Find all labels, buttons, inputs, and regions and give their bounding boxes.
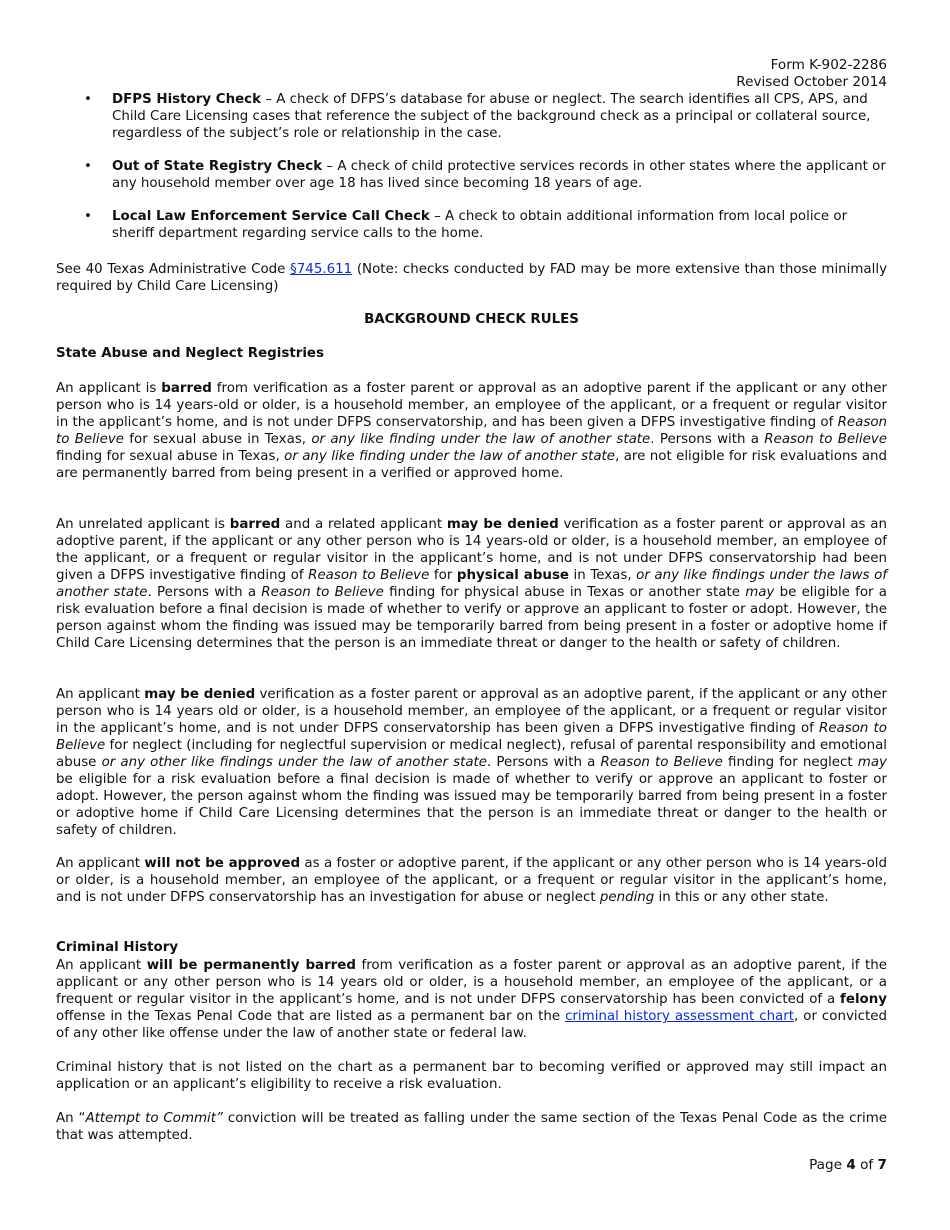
check-item-out-of-state (56, 158, 887, 192)
tac-link[interactable]: §745.611 (290, 262, 353, 277)
form-number: Form K-902-2286 (770, 57, 887, 73)
page-number: 4 (846, 1157, 856, 1173)
criminal-chart-link[interactable]: criminal history assessment chart (565, 1009, 795, 1024)
checks-list (56, 91, 887, 258)
paragraph-felony: An applicant will be permanently barred from verification as a foster parent or approval as an adoptive parent, if the applicant or any other person who is 14 years old or older, is a household member, an employee of the applicant, or a frequent or regular visitor in the applicant’s home, and is not under DFPS conservatorship has been convicted of a felony offense in the Texas Penal Code that are listed as a permanent bar on the criminal history assessment chart, or convicted of any other like offense under the law of another state or federal law. (56, 958, 887, 1041)
check-item-dfps-history (56, 91, 887, 142)
check-text: – A check of DFPS’s database for abuse or neglect. The search identifies all CPS, APS, and Child Care Licensing cases that reference the subject of the background check as a principal or collateral source, regardless of the subject’s role or relationship in the case. (112, 92, 871, 141)
paragraph-attempt: An “Attempt to Commit” conviction will be treated as falling under the same section of the Texas Penal Code as the crime that was attempted. (56, 1111, 887, 1143)
see-reference: See 40 Texas Administrative Code §745.611 (Note: checks conducted by FAD may be more extensive than those minimally required by Child Care Licensing) (56, 262, 887, 294)
rules-heading: BACKGROUND CHECK RULES (364, 312, 579, 327)
page-footer: Page 4 of 7 (809, 1157, 887, 1173)
bullet-icon: • (84, 209, 92, 224)
criminal-history-heading: Criminal History (56, 940, 179, 955)
check-text: – A check of child protective services records in other states where the applicant or any household member over age 18 has lived since becoming 18 years of age. (112, 159, 886, 191)
bullet-icon: • (84, 92, 92, 107)
check-title: Out of State Registry Check (112, 159, 323, 174)
state-registries-heading: State Abuse and Neglect Registries (56, 346, 324, 361)
form-header (736, 57, 887, 91)
check-text: – A check to obtain additional information from local police or sheriff department regarding service calls to the home. (112, 209, 848, 241)
paragraph-physical-abuse: An unrelated applicant is barred and a related applicant may be denied verification as a foster parent or approval as an adoptive parent, if the applicant or any other person who is 14 years-old or older, is a household member, an employee of the applicant, or a frequent or regular visitor in the applicant’s home, and is not under DFPS conservatorship had been given a DFPS investigative finding of Reason to Believe for physical abuse in Texas, or any like findings under the laws of another state. Persons with a Reason to Believe finding for physical abuse in Texas or another state may be eligible for a risk evaluation before a final decision is made of whether to verify or approve an applicant to foster or adopt. However, the person against whom the finding was issued may be temporarily barred from being present in a foster or adoptive home if Child Care Licensing determines that the person is an immediate threat or danger to the health or safety of children. (56, 517, 887, 651)
paragraph-pending: An applicant will not be approved as a foster or adoptive parent, if the applicant or any other person who is 14 years-old or older, is a household member, an employee of the applicant, or a frequent or regular visitor in the applicant’s home, and is not under DFPS conservatorship has an investigation for abuse or neglect pending in this or any other state. (56, 856, 887, 905)
check-item-local-law (56, 208, 887, 242)
page-total: 7 (877, 1157, 887, 1173)
paragraph-chart-note: Criminal history that is not listed on the chart as a permanent bar to becoming verified or approved may still impact an application or an applicant’s eligibility to receive a risk evaluation. (56, 1060, 887, 1092)
revised-date: Revised October 2014 (736, 74, 887, 90)
check-title: DFPS History Check (112, 92, 262, 107)
check-title: Local Law Enforcement Service Call Check (112, 209, 430, 224)
paragraph-neglect: An applicant may be denied verification as a foster parent or approval as an adoptive parent, if the applicant or any other person who is 14 years old or older, is a household member, an employee of the applicant, or a frequent or regular visitor in the applicant’s home, and is not under DFPS conservatorship has been given a DFPS investigative finding of Reason to Believe for neglect (including for neglectful supervision or medical neglect), refusal of parental responsibility and emotional abuse or any other like findings under the law of another state. Persons with a Reason to Believe finding for neglect may be eligible for a risk evaluation before a final decision is made of whether to verify or approve an applicant to foster or adopt. However, the person against whom the finding was issued may be temporarily barred from being present in a foster or adoptive home if Child Care Licensing determines that the person is an immediate threat or danger to the health or safety of children. (56, 687, 887, 838)
paragraph-sexual-abuse: An applicant is barred from verification as a foster parent or approval as an adoptive parent if the applicant or any other person who is 14 years-old or older, is a household member, an employee of the applicant, or a frequent or regular visitor in the applicant’s home, and is not under DFPS conservatorship, and has been given a DFPS investigative finding of Reason to Believe for sexual abuse in Texas, or any like finding under the law of another state. Persons with a Reason to Believe finding for sexual abuse in Texas, or any like finding under the law of another state, are not eligible for risk evaluations and are permanently barred from being present in a verified or approved home. (56, 381, 888, 481)
bullet-icon: • (84, 159, 92, 174)
